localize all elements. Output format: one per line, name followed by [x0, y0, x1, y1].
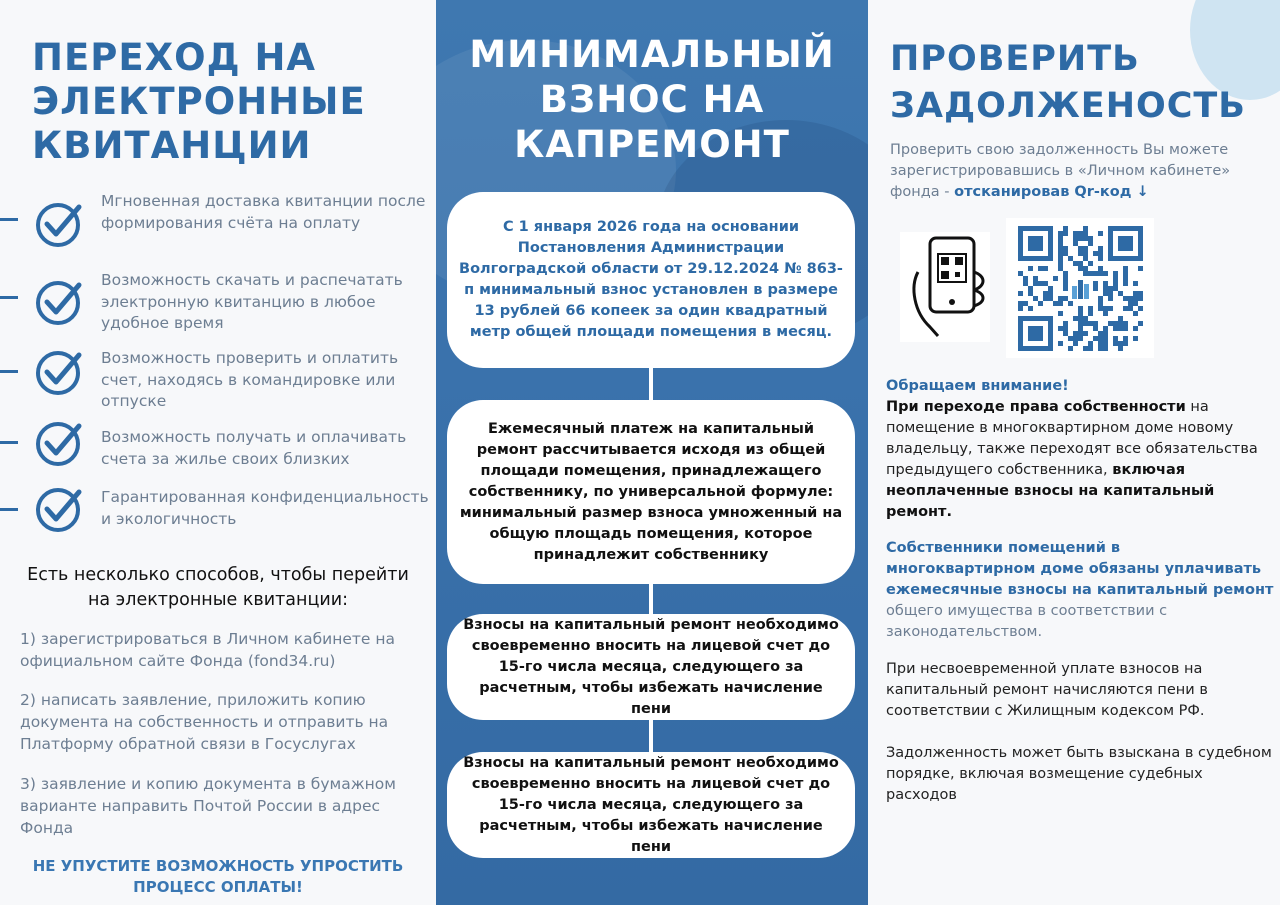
- benefit-text: Гарантированная конфиденциальность и экологичность: [101, 488, 429, 528]
- right-panel: [868, 0, 1280, 905]
- benefit-text: Возможность проверить и оплатить счет, находясь в командировке или отпуске: [101, 349, 399, 410]
- benefit-item: [0, 418, 436, 480]
- benefit-item: [0, 194, 436, 256]
- ways-title: Есть несколько способов, чтобы перейти на электронные квитанции:: [27, 565, 409, 610]
- right-intro: [890, 140, 1274, 203]
- check-circle-icon: [34, 484, 84, 534]
- check-circle-icon: [34, 347, 84, 397]
- owners-blue: Собственники помещений в многоквартирном доме обязаны уплачивать ежемесячные взносы на капитальный ремонт: [886, 540, 1274, 598]
- bullet-dash: [0, 218, 18, 221]
- intro-qr-hint: отсканировав Qr-код ↓: [954, 184, 1149, 200]
- check-circle-icon: [34, 277, 84, 327]
- bullet-dash: [0, 508, 18, 511]
- penalty-text: При несвоевременной уплате взносов на капитальный ремонт начисляются пени в соответствии с Жилищным кодексом РФ.: [886, 661, 1208, 719]
- left-panel: [0, 0, 436, 905]
- attention-title: Обращаем внимание!: [886, 378, 1069, 394]
- left-title: ПЕРЕХОД НА ЭЛЕКТРОННЫЕ КВИТАНЦИИ: [32, 36, 366, 167]
- benefit-text: Мгновенная доставка квитанции после формирования счёта на оплату: [101, 192, 426, 232]
- attention-text: на помещение в многоквартирном доме новому владельцу, также переходят все обязательства предыдущего собственника,: [886, 399, 1258, 478]
- benefit-item: [0, 484, 436, 546]
- info-card-deadline-repeat: Взносы на капитальный ремонт необходимо своевременно вносить на лицевой счет до 15-го числа месяца, следующего за расчетным, чтобы избежать начисление пени: [447, 752, 855, 858]
- benefit-item: [0, 270, 436, 332]
- info-card-formula: Ежемесячный платеж на капитальный ремонт рассчитывается исходя из общей площади помещения, принадлежащего собственнику, по универсальной формуле: минимальный размер взноса умноженный на общую площадь помещения, которое принадлежит собственнику: [447, 400, 855, 584]
- middle-panel: [436, 0, 868, 905]
- owners-gray: общего имущества в соответствии с законодательством.: [886, 603, 1168, 640]
- benefit-text: Возможность получать и оплачивать счета за жилье своих близких: [101, 428, 407, 468]
- way-item: 3) заявление и копию документа в бумажном варианте направить Почтой России в адрес Фонда: [20, 775, 396, 837]
- intro-text: Проверить свою задолженность Вы можете зарегистрировавшись в «Личном кабинете» фонда -: [890, 142, 1231, 200]
- bullet-dash: [0, 370, 18, 373]
- attention-bold: При переходе права собственности: [886, 399, 1186, 415]
- bullet-dash: [0, 441, 18, 444]
- way-item: 2) написать заявление, приложить копию документа на собственность и отправить на Платформу обратной связи в Госуслугах: [20, 691, 389, 753]
- attention-bold-2: включая неоплаченные взносы на капитальный ремонт.: [886, 462, 1215, 520]
- benefit-text: Возможность скачать и распечатать электронную квитанцию в любое удобное время: [101, 271, 403, 332]
- qr-code[interactable]: [1006, 218, 1154, 358]
- debt-text: Задолженность может быть взыскана в судебном порядке, включая возмещение судебных расходов: [886, 745, 1272, 803]
- bullet-dash: [0, 296, 18, 299]
- info-card-min-fee: С 1 января 2026 года на основании Постановления Администрации Волгоградской области от 29.12.2024 № 863-п минимальный взнос установлен в размере 13 рублей 66 копеек за один квадратный метр общей площади помещения в месяц.: [447, 192, 855, 368]
- benefit-item: [0, 346, 436, 408]
- info-card-deadline: Взносы на капитальный ремонт необходимо своевременно вносить на лицевой счет до 15-го числа месяца, следующего за расчетным, чтобы избежать начисление пени: [447, 614, 855, 720]
- cta-text: НЕ УПУСТИТЕ ВОЗМОЖНОСТЬ УПРОСТИТЬ ПРОЦЕСС ОПЛАТЫ!: [32, 857, 404, 896]
- check-circle-icon: [34, 199, 84, 249]
- check-circle-icon: [34, 418, 84, 468]
- right-title: ПРОВЕРИТЬ ЗАДОЛЖЕНОСТЬ: [890, 39, 1246, 126]
- way-item: 1) зарегистрироваться в Личном кабинете на официальном сайте Фонда (fond34.ru): [20, 630, 395, 670]
- middle-title: МИНИМАЛЬНЫЙ ВЗНОС НА КАПРЕМОНТ: [469, 33, 835, 166]
- attention-block: [886, 376, 1274, 523]
- owners-block: [886, 538, 1274, 643]
- phone-scan-icon: [900, 232, 990, 342]
